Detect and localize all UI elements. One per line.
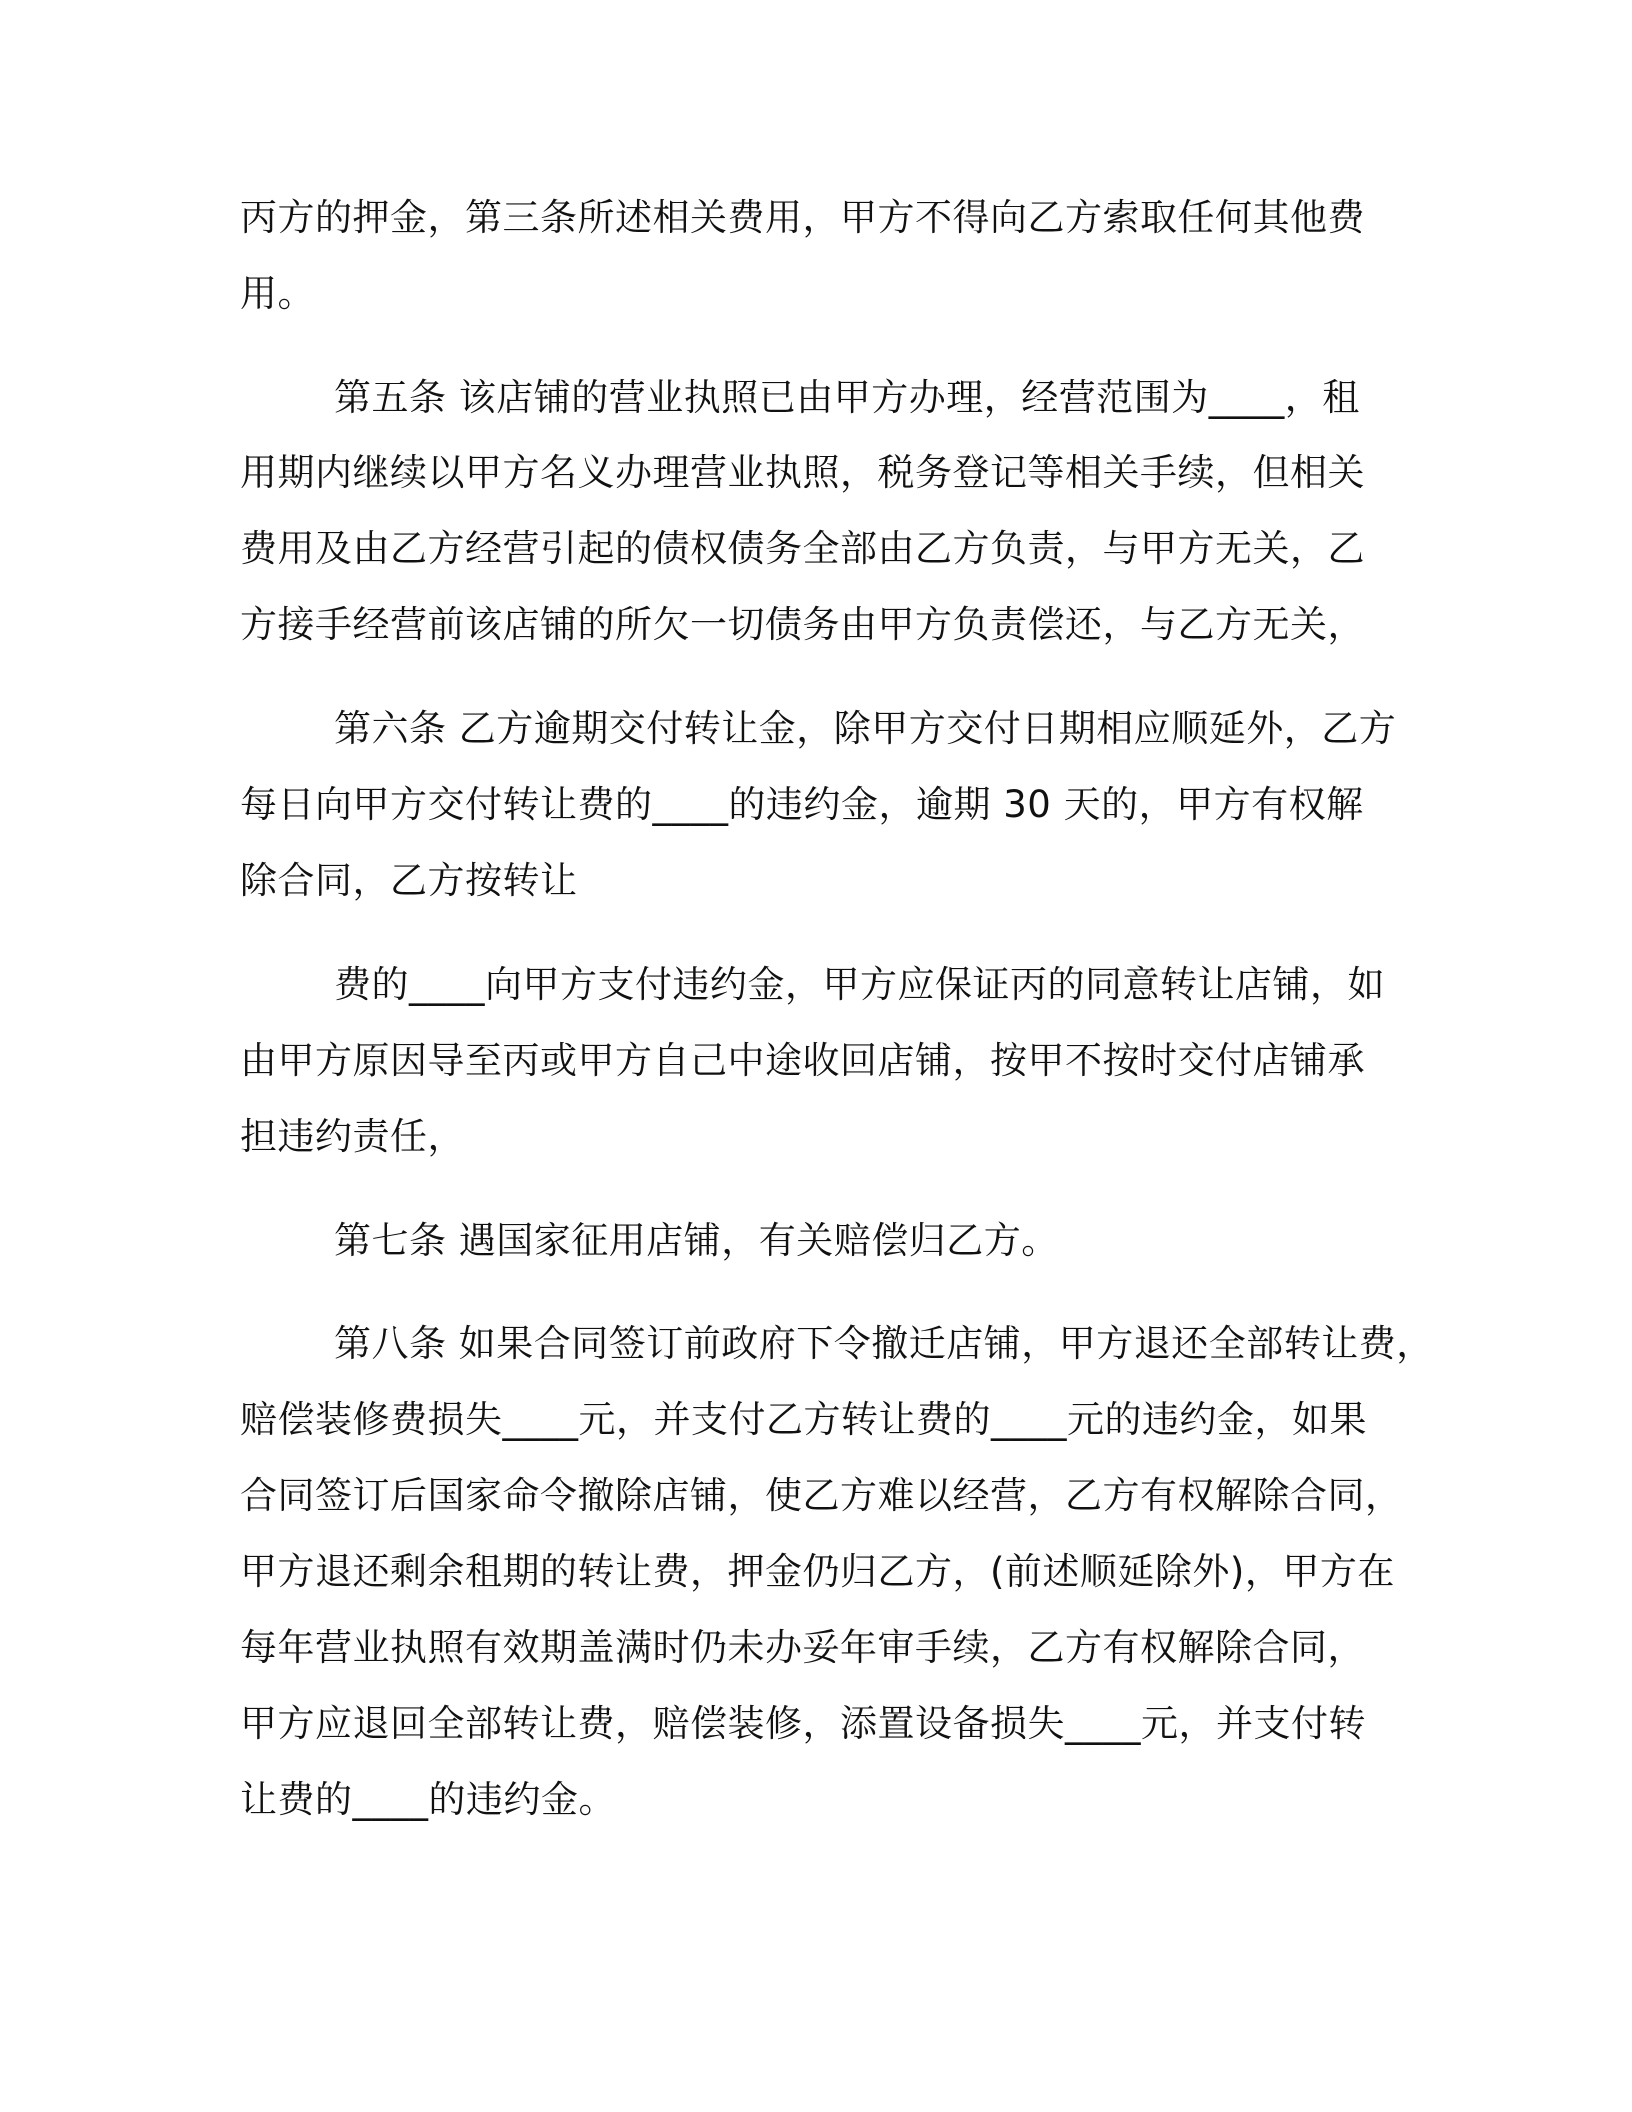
article-6-cont-line-1: 费的____向甲方支付违约金，甲方应保证丙的同意转让店铺，如: [334, 963, 1385, 1006]
article-5-line-1: 第五条 该店铺的营业执照已由甲方办理，经营范围为____，租: [334, 376, 1360, 419]
article-7-line-1: 第七条 遇国家征用店铺，有关赔偿归乙方。: [334, 1219, 1059, 1262]
article-8-line-4: 甲方退还剩余租期的转让费，押金仍归乙方，(前述顺延除外)，甲方在: [240, 1550, 1395, 1593]
article-8-line-1: 第八条 如果合同签订前政府下令撤迁店铺，甲方退还全部转让费，: [334, 1322, 1434, 1365]
text-line-1: 丙方的押金，第三条所述相关费用，甲方不得向乙方索取任何其他费: [240, 196, 1365, 239]
text-line-2: 用。: [240, 272, 315, 315]
article-6-line-2: 每日向甲方交付转让费的____的违约金，逾期 30 天的，甲方有权解: [240, 783, 1364, 826]
article-6-line-1: 第六条 乙方逾期交付转让金，除甲方交付日期相应顺延外，乙方: [334, 707, 1397, 750]
article-8-line-3: 合同签订后国家命令撤除店铺，使乙方难以经营，乙方有权解除合同，: [240, 1474, 1403, 1517]
article-5-line-3: 费用及由乙方经营引起的债权债务全部由乙方负责，与甲方无关，乙: [240, 527, 1365, 570]
article-6-line-3: 除合同，乙方按转让: [240, 859, 578, 902]
article-8-line-7: 让费的____的违约金。: [240, 1778, 616, 1821]
article-6-cont-line-3: 担违约责任，: [240, 1115, 465, 1158]
article-8-line-2: 赔偿装修费损失____元，并支付乙方转让费的____元的违约金，如果: [240, 1398, 1367, 1441]
article-8-line-6: 甲方应退回全部转让费，赔偿装修，添置设备损失____元，并支付转: [240, 1702, 1366, 1745]
article-5-line-2: 用期内继续以甲方名义办理营业执照，税务登记等相关手续，但相关: [240, 451, 1365, 494]
article-5-line-4: 方接手经营前该店铺的所欠一切债务由甲方负责偿还，与乙方无关，: [240, 603, 1365, 646]
article-8-line-5: 每年营业执照有效期盖满时仍未办妥年审手续，乙方有权解除合同，: [240, 1626, 1365, 1669]
article-6-cont-line-2: 由甲方原因导至丙或甲方自己中途收回店铺，按甲不按时交付店铺承: [240, 1039, 1365, 1082]
